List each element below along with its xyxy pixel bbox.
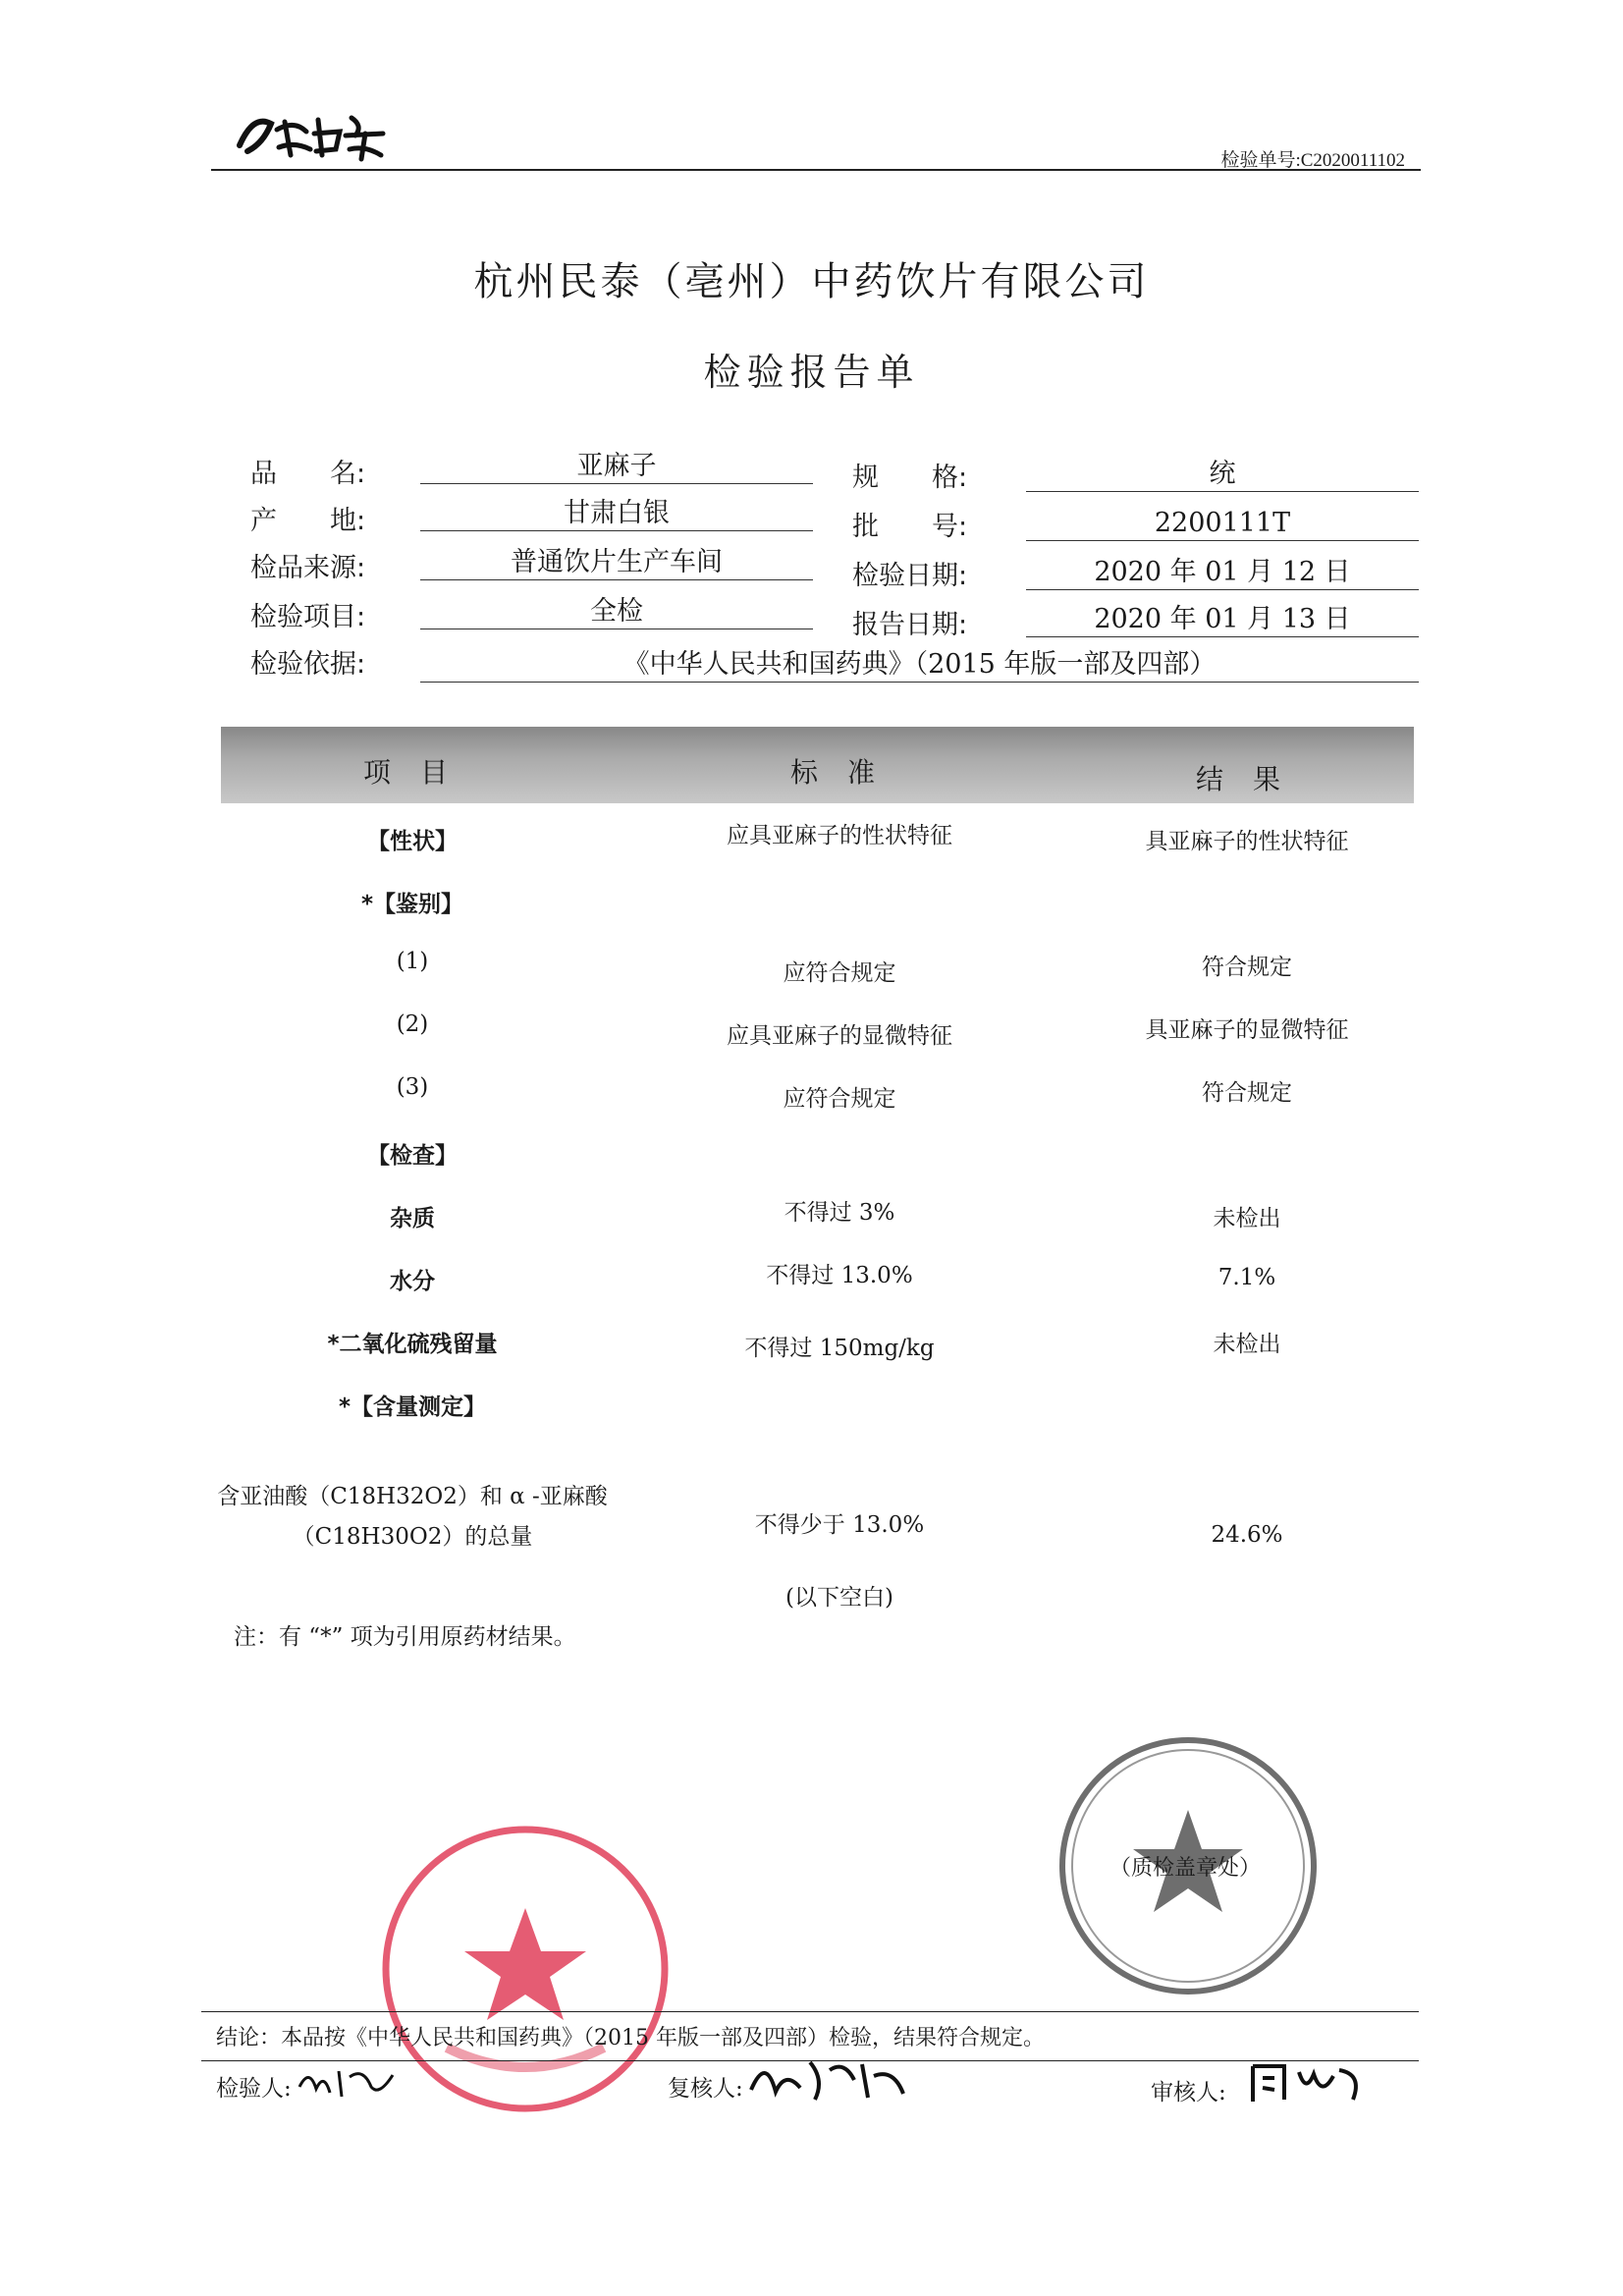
document-number-value: C2020011102	[1300, 150, 1405, 171]
company-name: 杭州民泰（亳州）中药饮片有限公司	[473, 259, 1150, 304]
result-cell: 符合规定	[1202, 1080, 1292, 1106]
batch-value: 2200111T	[1026, 507, 1419, 541]
item-cell-line1: 含亚油酸（C18H32O2）和 α -亚麻酸	[217, 1484, 608, 1509]
report-date-value: 2020 年 01 月 13 日	[1026, 603, 1419, 637]
source-label: 检品来源:	[250, 553, 366, 583]
blank-below-note: (以下空白)	[785, 1585, 893, 1611]
inspector-label: 检验人:	[216, 2076, 292, 2102]
spec-label: 规 格:	[852, 463, 968, 493]
result-cell: 7.1%	[1217, 1265, 1276, 1290]
column-header-item: 项目	[363, 756, 478, 789]
header-rule	[211, 169, 1421, 171]
basis-label: 检验依据:	[250, 649, 366, 680]
company-logo	[234, 106, 391, 165]
standard-cell: 应具亚麻子的显微特征	[727, 1023, 952, 1049]
report-date-label: 报告日期:	[852, 610, 968, 640]
batch-label: 批 号:	[852, 512, 968, 542]
item-cell: *二氧化硫残留量	[327, 1332, 498, 1357]
test-items-label: 检验项目:	[250, 602, 366, 632]
footer-rule-top	[201, 2011, 1419, 2012]
standard-cell: 应具亚麻子的性状特征	[727, 823, 952, 848]
product-name-value: 亚麻子	[420, 450, 813, 484]
inspector-signature	[295, 2057, 403, 2110]
item-cell: 水分	[390, 1269, 435, 1294]
product-name-label: 品 名:	[250, 459, 366, 489]
document-title: 检验报告单	[703, 351, 920, 394]
test-date-label: 检验日期:	[852, 561, 968, 591]
column-header-result: 结果	[1196, 763, 1311, 795]
result-cell: 未检出	[1213, 1332, 1281, 1357]
footnote: 注：有 “*” 项为引用原药材结果。	[234, 1624, 576, 1650]
result-cell: 24.6%	[1211, 1522, 1283, 1548]
standard-cell: 不得过 150mg/kg	[744, 1336, 935, 1361]
origin-value: 甘肃白银	[420, 497, 813, 531]
item-cell: (1)	[396, 949, 429, 974]
standard-cell: 不得少于 13.0%	[754, 1512, 925, 1538]
auditor-signature	[1245, 2054, 1373, 2112]
auditor-label: 审核人:	[1151, 2080, 1226, 2105]
item-cell: *【鉴别】	[360, 892, 464, 917]
item-cell: 【检查】	[367, 1143, 458, 1169]
result-cell: 符合规定	[1202, 955, 1292, 980]
spec-value: 统	[1026, 458, 1419, 492]
document-number	[1220, 145, 1405, 172]
document-number-label: 检验单号:	[1220, 150, 1301, 171]
item-cell-line2: （C18H30O2）的总量	[292, 1524, 533, 1550]
source-value: 普通饮片生产车间	[420, 546, 813, 580]
reviewer-signature	[746, 2050, 913, 2113]
company-seal-stamp	[378, 1822, 673, 2120]
result-cell: 具亚麻子的性状特征	[1145, 829, 1349, 854]
basis-value: 《中华人民共和国药典》（2015 年版一部及四部）	[420, 648, 1419, 683]
item-cell: (3)	[396, 1074, 429, 1100]
result-cell: 具亚麻子的显微特征	[1145, 1017, 1349, 1043]
stamp-placeholder-text: （质检盖章处）	[1109, 1856, 1262, 1881]
standard-cell: 不得过 3%	[784, 1200, 895, 1226]
standard-cell: 应符合规定	[783, 1086, 896, 1112]
item-cell: 杂质	[390, 1206, 435, 1231]
item-cell: 【性状】	[367, 829, 458, 854]
test-date-value: 2020 年 01 月 12 日	[1026, 556, 1419, 590]
column-header-standard: 标准	[790, 756, 905, 789]
item-cell: *【含量测定】	[338, 1394, 487, 1420]
standard-cell: 不得过 13.0%	[766, 1263, 913, 1288]
standard-cell: 应符合规定	[783, 960, 896, 986]
reviewer-label: 复核人:	[668, 2076, 743, 2102]
test-items-value: 全检	[420, 595, 813, 629]
origin-label: 产 地:	[250, 506, 366, 536]
result-cell: 未检出	[1213, 1206, 1281, 1231]
conclusion: 结论：本品按《中华人民共和国药典》（2015 年版一部及四部）检验，结果符合规定。	[216, 2026, 1045, 2050]
item-cell: (2)	[396, 1011, 429, 1037]
